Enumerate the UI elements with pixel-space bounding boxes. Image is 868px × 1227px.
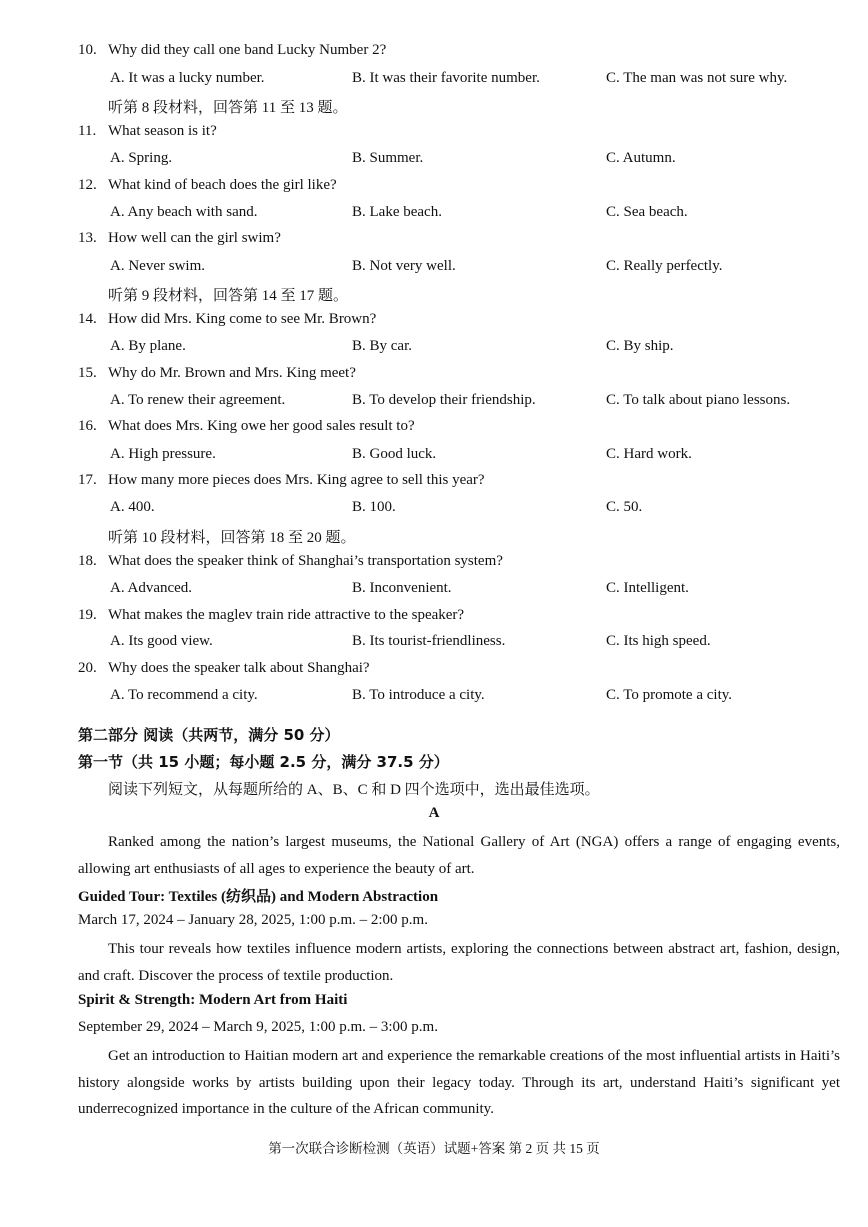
option-a: A. 400. (110, 499, 155, 515)
option-a: A. Its good view. (110, 633, 213, 649)
question-15 (78, 365, 356, 382)
passage-intro: Ranked among the nation’s largest museums, the National Gallery of Art (NGA) offers a range of engaging events, allowing art enthusiasts of all ages to experience the beauty of art. (78, 834, 840, 877)
option-a: A. Never swim. (110, 258, 205, 274)
question-number: 15. (78, 365, 97, 381)
event-title: Spirit & Strength: Modern Art from Haiti (78, 992, 348, 1008)
event-date: March 17, 2024 – January 28, 2025, 1:00 p.m. – 2:00 p.m. (78, 912, 428, 928)
option-b: B. By car. (352, 338, 412, 354)
question-12 (78, 177, 337, 194)
option-c: C. Really perfectly. (606, 258, 723, 274)
option-a: A. It was a lucky number. (110, 70, 265, 86)
option-b: B. Not very well. (352, 258, 456, 274)
option-c: C. Hard work. (606, 446, 692, 462)
section-heading: 第一节（共 15 小题；每小题 2.5 分，满分 37.5 分） (78, 753, 449, 771)
option-b: B. To introduce a city. (352, 687, 485, 703)
instruction-section-10: 听第 10 段材料，回答第 18 至 20 题。 (108, 530, 356, 546)
passage-label: A (428, 805, 440, 821)
option-c: C. By ship. (606, 338, 674, 354)
question-number: 19. (78, 607, 97, 623)
option-a: A. Advanced. (110, 580, 193, 596)
question-text: How did Mrs. King come to see Mr. Brown? (108, 311, 377, 327)
reading-instruction: 阅读下列短文，从每题所给的 A、B、C 和 D 四个选项中，选出最佳选项。 (108, 782, 600, 798)
question-number: 17. (78, 472, 97, 488)
option-c: C. The man was not sure why. (606, 70, 788, 86)
event-title: Guided Tour: Textiles (纺织品) and Modern Abstraction (78, 889, 439, 905)
option-c: C. To talk about piano lessons. (606, 392, 791, 408)
question-20 (78, 660, 370, 677)
option-a: A. Spring. (110, 150, 173, 166)
option-a: A. By plane. (110, 338, 186, 354)
event-description: This tour reveals how textiles influence modern artists, exploring the connections between abstract art, fashion, design, and craft. Discover the process of textile production. (78, 941, 840, 984)
option-c: C. Its high speed. (606, 633, 711, 649)
option-a: A. High pressure. (110, 446, 216, 462)
option-a: A. Any beach with sand. (110, 204, 258, 220)
question-number: 14. (78, 311, 97, 327)
question-19 (78, 607, 464, 624)
question-14 (78, 311, 376, 328)
option-a: A. To recommend a city. (110, 687, 258, 703)
question-17 (78, 472, 485, 489)
event-description: Get an introduction to Haitian modern art and experience the remarkable creations of the most influential artists in Haiti’s history alongside works by artists building upon their legacy today. Through its art, understand Haiti’s significant yet underrecognized importance in the culture of the African community. (78, 1048, 840, 1117)
option-b: B. Its tourist-friendliness. (352, 633, 506, 649)
option-c: C. To promote a city. (606, 687, 733, 703)
question-text: What does the speaker think of Shanghai’s transportation system? (108, 553, 503, 569)
option-b: B. It was their favorite number. (352, 70, 540, 86)
option-b: B. To develop their friendship. (352, 392, 536, 408)
option-c: C. Autumn. (606, 150, 676, 166)
instruction-section-8: 听第 8 段材料，回答第 11 至 13 题。 (108, 100, 348, 116)
question-text: What does Mrs. King owe her good sales result to? (108, 418, 415, 434)
question-text: Why did they call one band Lucky Number 2? (108, 42, 387, 58)
option-b: B. Good luck. (352, 446, 437, 462)
option-c: C. Sea beach. (606, 204, 688, 220)
question-number: 13. (78, 230, 97, 246)
page-footer: 第一次联合诊断检测（英语）试题+答案 第 2 页 共 15 页 (268, 1141, 600, 1156)
option-b: B. Lake beach. (352, 204, 442, 220)
option-a: A. To renew their agreement. (110, 392, 286, 408)
option-b: B. Summer. (352, 150, 424, 166)
part-heading: 第二部分 阅读（共两节，满分 50 分） (78, 726, 340, 744)
question-number: 10. (78, 42, 97, 58)
question-number: 18. (78, 553, 97, 569)
option-c: C. 50. (606, 499, 643, 515)
question-13 (78, 230, 281, 247)
question-number: 11. (78, 123, 97, 139)
event-date: September 29, 2024 – March 9, 2025, 1:00 p.m. – 3:00 p.m. (78, 1019, 438, 1035)
question-number: 16. (78, 418, 97, 434)
question-text: What season is it? (108, 123, 217, 139)
question-text: How well can the girl swim? (108, 230, 281, 246)
option-b: B. 100. (352, 499, 396, 515)
instruction-section-9: 听第 9 段材料，回答第 14 至 17 题。 (108, 288, 349, 304)
question-text: Why do Mr. Brown and Mrs. King meet? (108, 365, 356, 381)
question-number: 20. (78, 660, 97, 676)
option-b: B. Inconvenient. (352, 580, 452, 596)
question-text: Why does the speaker talk about Shanghai? (108, 660, 370, 676)
question-text: How many more pieces does Mrs. King agree to sell this year? (108, 472, 485, 488)
option-c: C. Intelligent. (606, 580, 689, 596)
question-text: What kind of beach does the girl like? (108, 177, 337, 193)
question-10 (78, 42, 386, 59)
question-18 (78, 553, 503, 570)
question-11 (78, 123, 217, 140)
question-text: What makes the maglev train ride attractive to the speaker? (108, 607, 465, 623)
question-16 (78, 418, 415, 435)
question-number: 12. (78, 177, 97, 193)
